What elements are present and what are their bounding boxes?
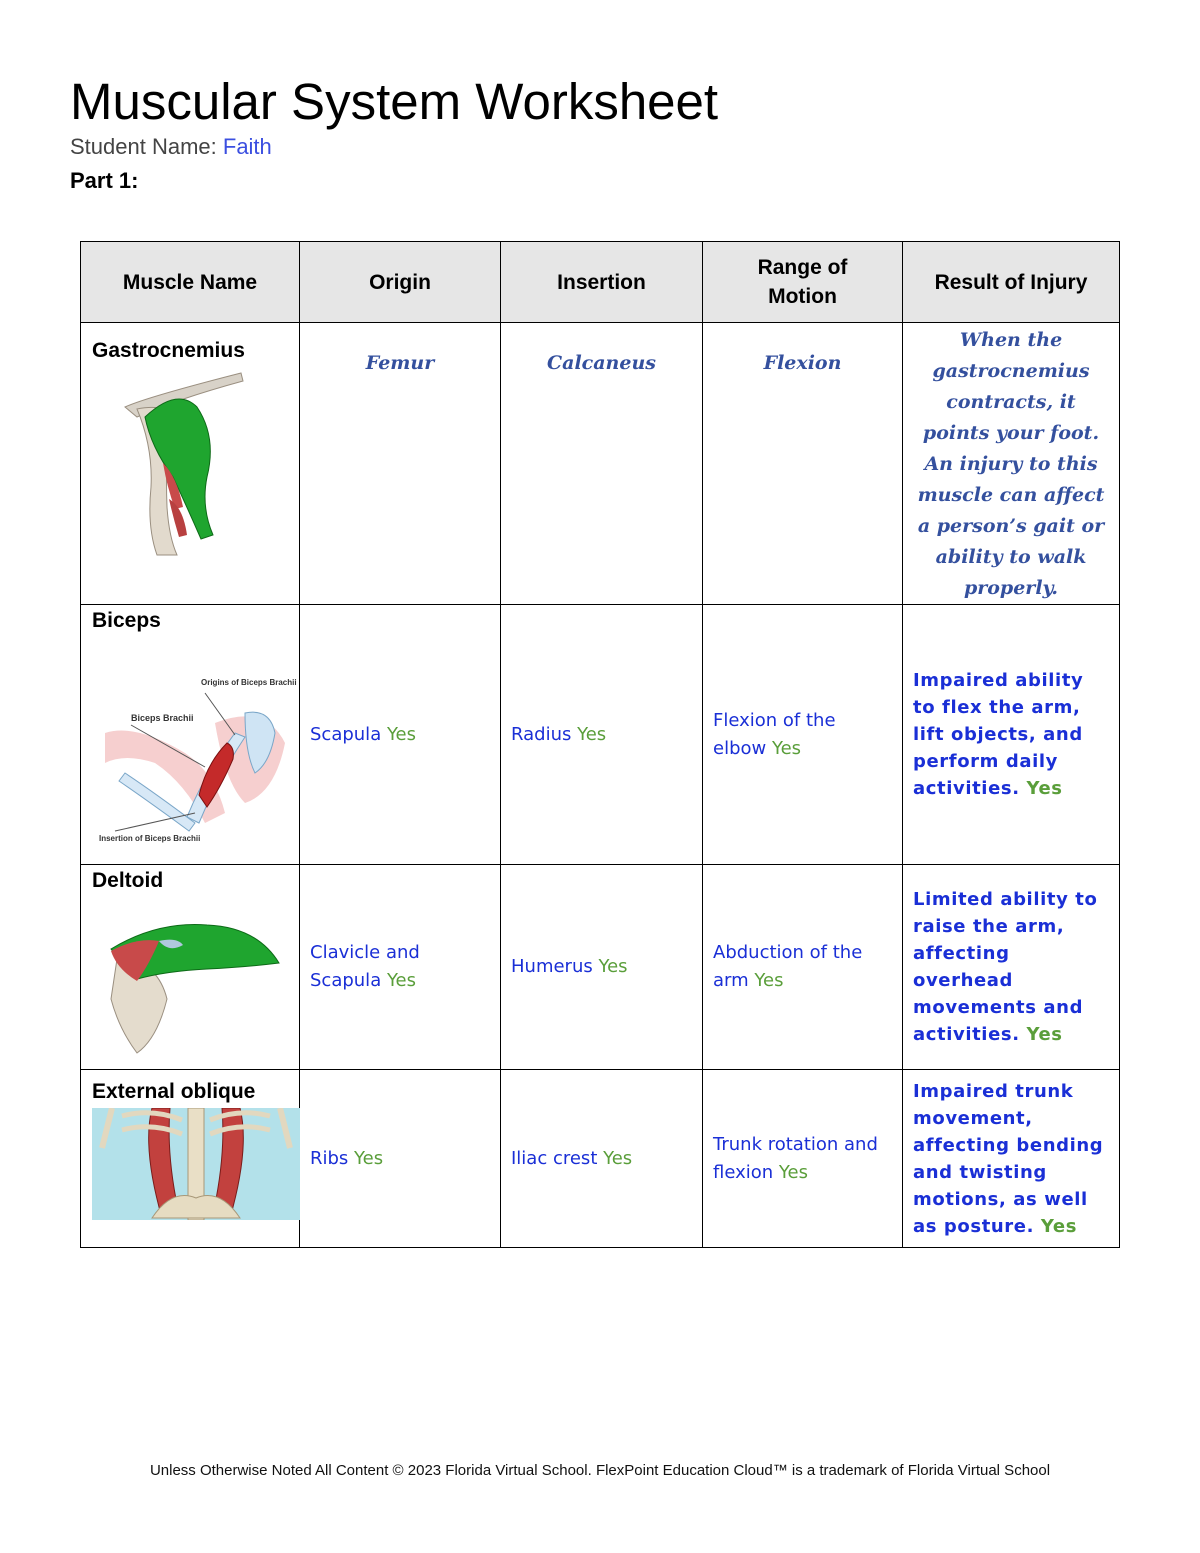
range-cell: [703, 865, 903, 1070]
page-title: Muscular System Worksheet: [70, 73, 719, 130]
result-cell: [903, 605, 1120, 865]
muscle-name: External oblique: [92, 1080, 256, 1103]
header-result-of-injury: Result of Injury: [903, 242, 1120, 323]
range-answer[interactable]: Trunk rotation and flexion Yes: [713, 1133, 878, 1183]
result-answer[interactable]: Impaired ability to flex the arm, lift objects, and perform daily activities. Yes: [913, 670, 1084, 799]
origin-cell: [300, 1070, 501, 1248]
biceps-label-muscle: Biceps Brachii: [131, 713, 194, 723]
muscle-name: Gastrocnemius: [92, 339, 245, 362]
muscle-name: Biceps: [92, 609, 161, 632]
table-row: [81, 1070, 1120, 1248]
origin-answer[interactable]: Femur: [365, 352, 435, 374]
page-footer: Unless Otherwise Noted All Content © 2023 Florida Virtual School. FlexPoint Education Cloud™ is a trademark of Florida Virtual School: [149, 1462, 1051, 1479]
result-answer[interactable]: Limited ability to raise the arm, affecting overhead movements and activities. Yes: [913, 889, 1098, 1045]
part-label: Part 1:: [70, 168, 139, 193]
range-cell: [703, 323, 903, 605]
muscle-name-cell: [81, 1070, 300, 1248]
header-insertion: Insertion: [501, 242, 703, 323]
result-cell: [903, 1070, 1120, 1248]
header-muscle-name: Muscle Name: [81, 242, 300, 323]
insertion-answer[interactable]: Iliac crest Yes: [511, 1147, 633, 1169]
table-row: [81, 865, 1120, 1070]
origin-answer[interactable]: Clavicle and Scapula Yes: [310, 942, 420, 991]
origin-cell: [300, 323, 501, 605]
table-header-row: [81, 242, 1120, 323]
result-answer[interactable]: Impaired trunk movement, affecting bending and twisting motions, as well as posture. Yes: [913, 1080, 1104, 1237]
result-cell: [903, 323, 1120, 605]
biceps-image: [95, 663, 300, 845]
insertion-cell: [501, 605, 703, 865]
range-answer[interactable]: Flexion of the elbow Yes: [713, 709, 836, 759]
origin-answer[interactable]: Scapula Yes: [310, 723, 417, 745]
deltoid-image: [97, 919, 287, 1057]
range-answer[interactable]: Flexion: [763, 352, 842, 374]
biceps-label-origins: Origins of Biceps Brachii: [201, 678, 297, 687]
gastrocnemius-image: [117, 367, 247, 557]
header-origin: Origin: [300, 242, 501, 323]
origin-cell: [300, 605, 501, 865]
range-cell: [703, 605, 903, 865]
table-row: [81, 323, 1120, 605]
biceps-label-insertion: Insertion of Biceps Brachii: [99, 834, 201, 843]
result-cell: [903, 865, 1120, 1070]
external-oblique-image: [92, 1108, 300, 1220]
insertion-answer[interactable]: Humerus Yes: [511, 956, 628, 977]
table-row: [81, 605, 1120, 865]
muscle-name-cell: [81, 323, 300, 605]
insertion-answer[interactable]: Calcaneus: [547, 352, 656, 374]
insertion-cell: [501, 323, 703, 605]
student-name-value[interactable]: Faith: [222, 134, 272, 159]
insertion-cell: [501, 865, 703, 1070]
result-answer[interactable]: When the gastrocnemius contracts, it points your foot. An injury to this muscle can affect a person’s gait or ability to walk properly.: [917, 329, 1105, 599]
header-range-of-motion: Range of Motion: [703, 242, 903, 323]
insertion-cell: [501, 1070, 703, 1248]
muscle-name: Deltoid: [92, 869, 164, 892]
origin-answer[interactable]: Ribs Yes: [310, 1147, 384, 1169]
origin-cell: [300, 865, 501, 1070]
range-answer[interactable]: Abduction of the arm Yes: [713, 942, 863, 991]
student-name-label: Student Name:: [70, 134, 223, 159]
muscle-table: [80, 241, 1120, 1248]
muscle-name-cell: [81, 605, 300, 865]
range-cell: [703, 1070, 903, 1248]
student-name-line: [70, 134, 272, 160]
insertion-answer[interactable]: Radius Yes: [511, 723, 607, 745]
muscle-name-cell: [81, 865, 300, 1070]
